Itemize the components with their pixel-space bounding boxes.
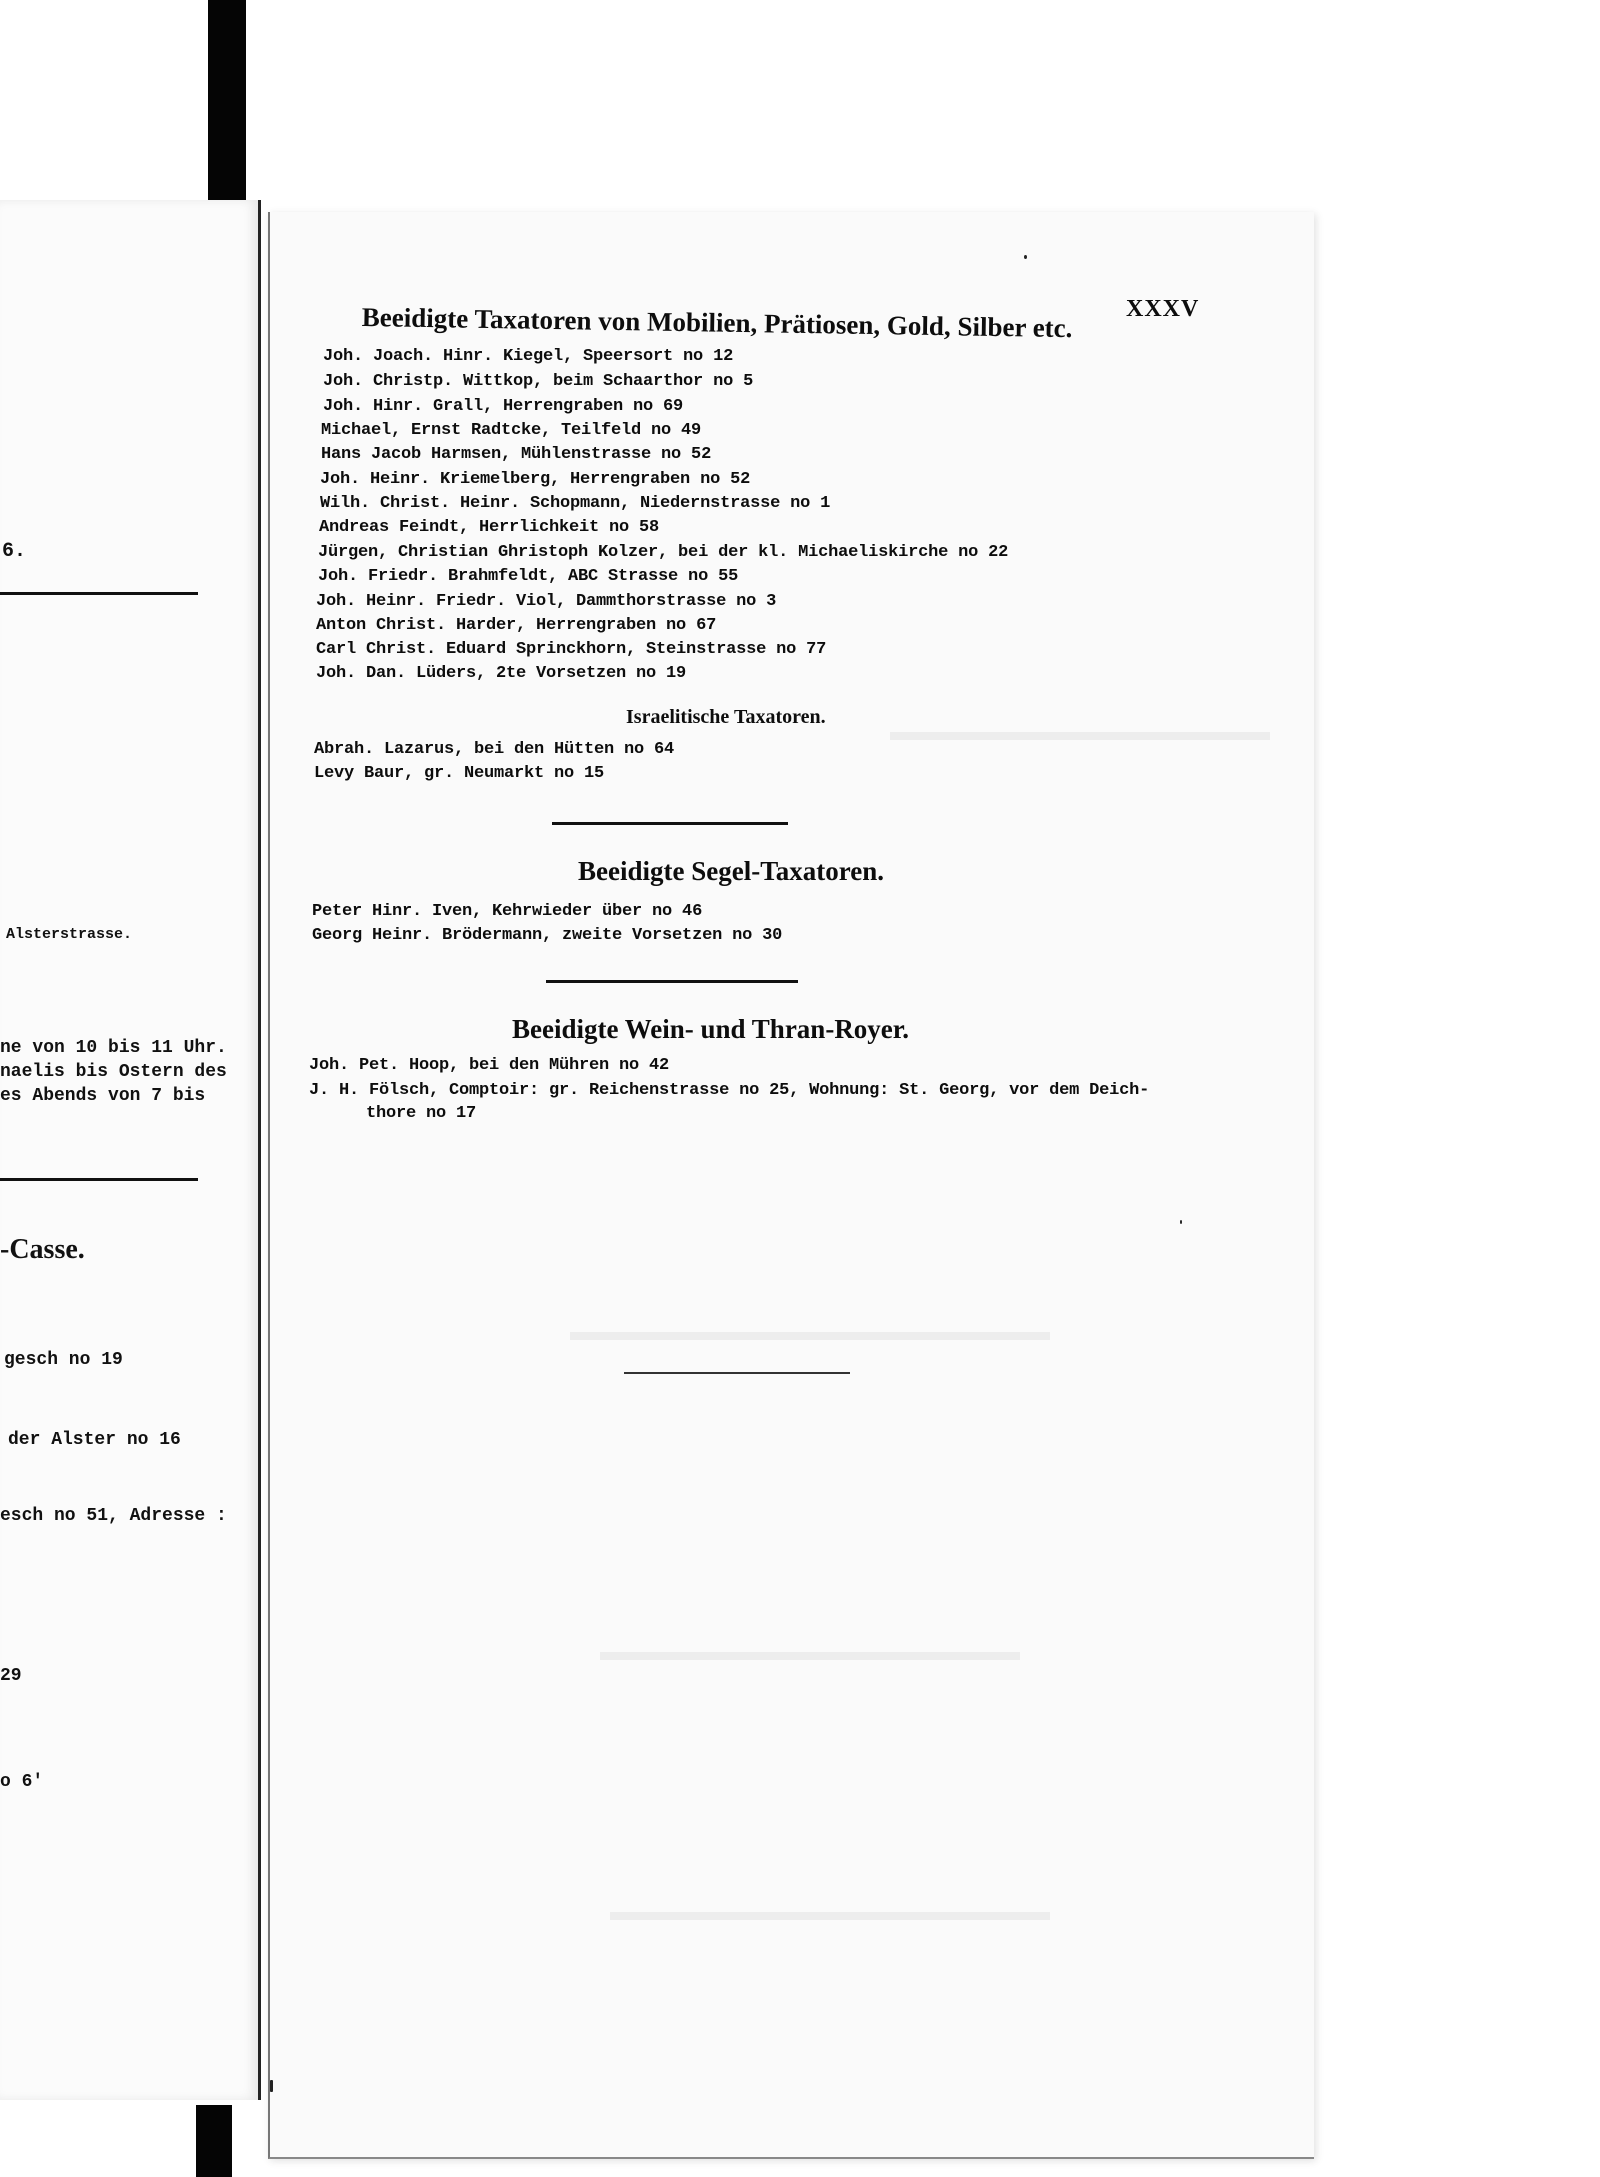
section-title-segel: Beeidigte Segel-Taxatoren. (578, 856, 884, 886)
entry: Anton Christ. Harder, Herrengraben no 67 (316, 616, 717, 635)
left-page-fragment (0, 200, 261, 2100)
bleed-through-text (610, 1912, 1050, 1920)
ink-speck (1024, 255, 1027, 259)
entry: Joh. Christp. Wittkop, beim Schaarthor no 5 (323, 372, 754, 391)
scan-edge-top (208, 0, 246, 200)
left-line: ne von 10 bis 11 Uhr. (0, 1038, 227, 1058)
entry: Jürgen, Christian Ghristoph Kolzer, bei der kl. Michaeliskirche no 22 (318, 543, 1009, 562)
section-title-taxatoren: Beeidigte Taxatoren von Mobilien, Prätiosen, Gold, Silber etc. (361, 302, 1073, 344)
left-line: 29 (0, 1666, 22, 1686)
section-divider (546, 980, 798, 983)
entry: Joh. Dan. Lüders, 2te Vorsetzen no 19 (316, 664, 687, 683)
section-divider (552, 822, 788, 825)
left-divider (0, 1178, 198, 1181)
entry: Joh. Joach. Hinr. Kiegel, Speersort no 12 (323, 347, 734, 366)
entry: Joh. Pet. Hoop, bei den Mühren no 42 (309, 1056, 670, 1075)
entry: Joh. Friedr. Brahmfeldt, ABC Strasse no 55 (318, 567, 739, 586)
left-line: o 6' (0, 1772, 44, 1792)
entry: Carl Christ. Eduard Sprinckhorn, Steinstrasse no 77 (316, 640, 827, 659)
entry: Hans Jacob Harmsen, Mühlenstrasse no 52 (321, 445, 712, 464)
bleed-through-text (570, 1332, 1050, 1340)
left-line: gesch no 19 (4, 1350, 123, 1370)
ink-speck (270, 2080, 273, 2092)
entry: Joh. Heinr. Kriemelberg, Herrengraben no 52 (320, 470, 751, 489)
entry: Joh. Heinr. Friedr. Viol, Dammthorstrasse no 3 (316, 592, 777, 611)
left-line: esch no 51, Adresse : (0, 1506, 227, 1526)
bleed-through-text (600, 1652, 1020, 1660)
page-number: XXXV (1126, 296, 1200, 322)
left-line: 6. (2, 540, 27, 563)
left-line: -Casse. (0, 1234, 85, 1265)
entry: Michael, Ernst Radtcke, Teilfeld no 49 (321, 421, 702, 440)
entry: Joh. Hinr. Grall, Herrengraben no 69 (323, 397, 684, 416)
bleed-through-text (890, 732, 1270, 740)
entry: Wilh. Christ. Heinr. Schopmann, Niedernstrasse no 1 (320, 494, 831, 513)
ink-speck (1180, 1220, 1182, 1224)
left-line: naelis bis Ostern des (0, 1062, 227, 1082)
entry: Georg Heinr. Brödermann, zweite Vorsetzen no 30 (312, 926, 783, 945)
entry: J. H. Fölsch, Comptoir: gr. Reichenstrasse no 25, Wohnung: St. Georg, vor dem Deich- (309, 1081, 1150, 1100)
entry: Andreas Feindt, Herrlichkeit no 58 (319, 518, 660, 537)
section-title-wein: Beeidigte Wein- und Thran-Royer. (512, 1014, 910, 1044)
entry: thore no 17 (366, 1104, 477, 1123)
entry: Abrah. Lazarus, bei den Hütten no 64 (314, 740, 675, 759)
left-line: der Alster no 16 (8, 1430, 181, 1450)
scan-edge-bottom (196, 2105, 232, 2177)
entry: Levy Baur, gr. Neumarkt no 15 (314, 764, 605, 783)
left-divider (0, 592, 198, 595)
left-line: Alsterstrasse. (6, 926, 133, 943)
section-title-israelitische: Israelitische Taxatoren. (626, 706, 826, 728)
left-line: es Abends von 7 bis (0, 1086, 206, 1106)
section-divider (624, 1372, 850, 1374)
entry: Peter Hinr. Iven, Kehrwieder über no 46 (312, 902, 703, 921)
